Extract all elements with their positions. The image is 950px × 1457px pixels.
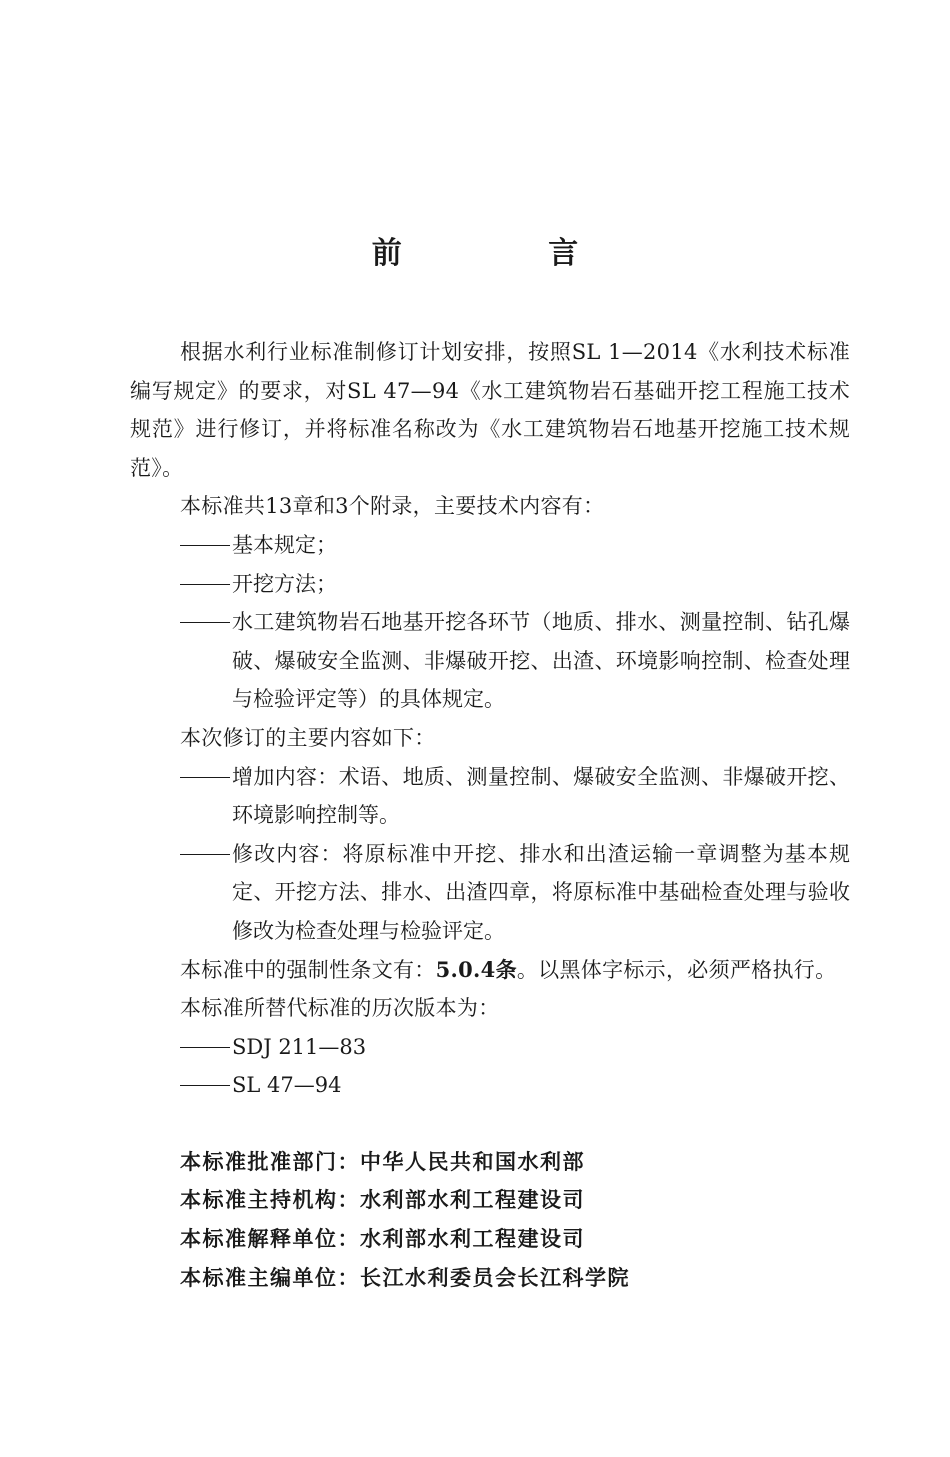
page-title: 前 言 [371, 236, 647, 271]
presiding-organization: 本标准主持机构：水利部水利工程建设司 [180, 1188, 585, 1213]
list-item-text: 开挖方法； [232, 571, 337, 596]
dash-mark [180, 526, 232, 565]
mandatory-clause: 5.0.4条 [435, 956, 517, 982]
content-summary-paragraph: 本标准共13章和3个附录，主要技术内容有： [180, 494, 605, 519]
list-item-text: SDJ 211—83 [232, 1034, 367, 1059]
list-item-text: 增加内容：术语、地质、测量控制、爆破安全监测、非爆破开挖、环境影响控制等。 [232, 764, 850, 828]
previous-versions-paragraph: 本标准所替代标准的历次版本为： [180, 996, 500, 1021]
dash-mark [180, 835, 232, 951]
list-item [130, 835, 850, 951]
list-item-text: 基本规定； [232, 532, 337, 557]
dash-mark [180, 1028, 232, 1067]
list-item [130, 1028, 850, 1067]
section-spacer [130, 1105, 850, 1143]
dash-mark [180, 565, 232, 604]
mandatory-suffix: 。以黑体字标示，必须严格执行。 [516, 957, 837, 982]
interpreting-organization: 本标准解释单位：水利部水利工程建设司 [180, 1227, 585, 1252]
mandatory-prefix: 本标准中的强制性条文有： [180, 957, 436, 982]
list-item [130, 758, 850, 835]
foreword-body [130, 333, 850, 1297]
list-item [130, 526, 850, 565]
list-item [130, 1066, 850, 1105]
list-item [130, 603, 850, 719]
list-item-text: SL 47—94 [232, 1073, 342, 1098]
approving-department: 本标准批准部门：中华人民共和国水利部 [180, 1149, 585, 1174]
list-item [130, 565, 850, 604]
chief-editor-organization: 本标准主编单位：长江水利委员会长江科学院 [180, 1265, 630, 1290]
dash-mark [180, 603, 232, 719]
intro-paragraph: 根据水利行业标准制修订计划安排，按照SL 1—2014《水利技术标准编写规定》的要求，对SL 47—94《水工建筑物岩石基础开挖工程施工技术规范》进行修订，并将标准名称改为《水工建筑物岩石地基开挖施工技术规范》。 [130, 340, 850, 480]
revision-summary-paragraph: 本次修订的主要内容如下： [180, 725, 436, 750]
list-item-text: 修改内容：将原标准中开挖、排水和出渣运输一章调整为基本规定、开挖方法、排水、出渣四章，将原标准中基础检查处理与验收修改为检查处理与检验评定。 [232, 841, 850, 943]
mandatory-clause-paragraph [130, 951, 850, 990]
dash-mark [180, 1066, 232, 1105]
dash-mark [180, 758, 232, 835]
list-item-text: 水工建筑物岩石地基开挖各环节（地质、排水、测量控制、钻孔爆破、爆破安全监测、非爆破开挖、出渣、环境影响控制、检查处理与检验评定等）的具体规定。 [232, 610, 850, 712]
